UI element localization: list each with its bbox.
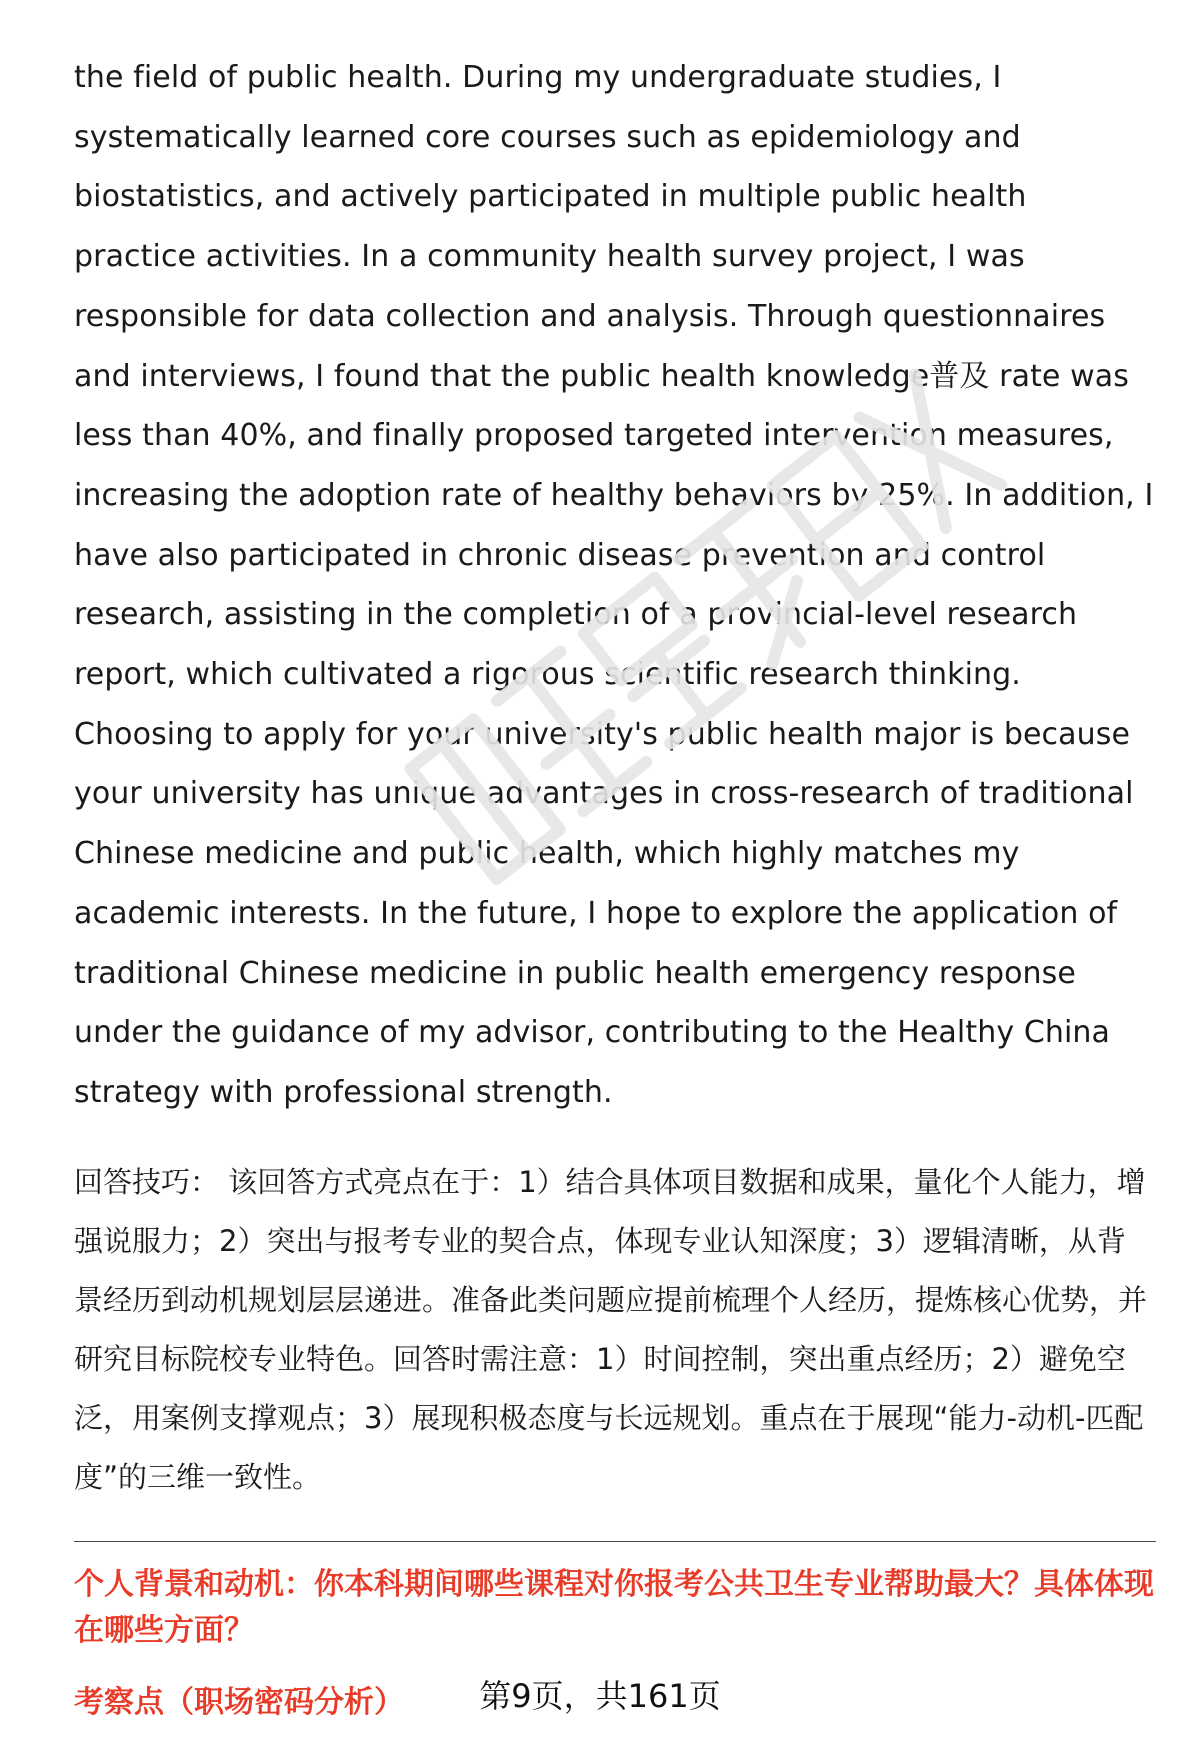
- document-page: [74, 48, 1154, 1726]
- answer-tips-paragraph: 回答技巧： 该回答方式亮点在于：1）结合具体项目数据和成果，量化个人能力，增强说服力；2）突出与报考专业的契合点，体现专业认知深度；3）逻辑清晰，从背景经历到动机规划层层递进。准备此类问题应提前梳理个人经历，提炼核心优势，并研究目标院校专业特色。回答时需注意：1）时间控制，突出重点经历；2）避免空泛，用案例支撑观点；3）展现积极态度与长远规划。重点在于展现“能力-动机-匹配度”的三维一致性。: [74, 1164, 1148, 1494]
- section-divider: [74, 1541, 1156, 1542]
- assessment-point-heading: 考察点（职场密码分析）: [74, 1684, 404, 1720]
- question-heading: 个人背景和动机：你本科期间哪些课程对你报考公共卫生专业帮助最大？具体体现在哪些方面？: [74, 1566, 1154, 1648]
- answer-paragraph: the field of public health. During my undergraduate studies, I systematically learned core courses such as epidemiology and biostatistics, and actively participated in multiple public health practice activities. In a community health survey project, I was responsible for data collection and analysis. Through questionnaires and interviews, I found that the public health knowledge普及 rate was less than 40%, and finally proposed targeted intervention measures, increasing the adoption rate of healthy behaviors by 25%. In addition, I have also participated in chronic disease prevention and control research, assisting in the completion of a provincial-level research report, which cultivated a rigorous scientific research thinking. Choosing to apply for your university's public health major is because your university has unique advantages in cross-research of traditional Chinese medicine and public health, which highly matches my academic interests. In the future, I hope to explore the application of traditional Chinese medicine in public health emergency response under the guidance of my advisor, contributing to the Healthy China strategy with professional strength.: [74, 60, 1154, 1110]
- page-number: 第9页，共161页: [479, 1677, 721, 1715]
